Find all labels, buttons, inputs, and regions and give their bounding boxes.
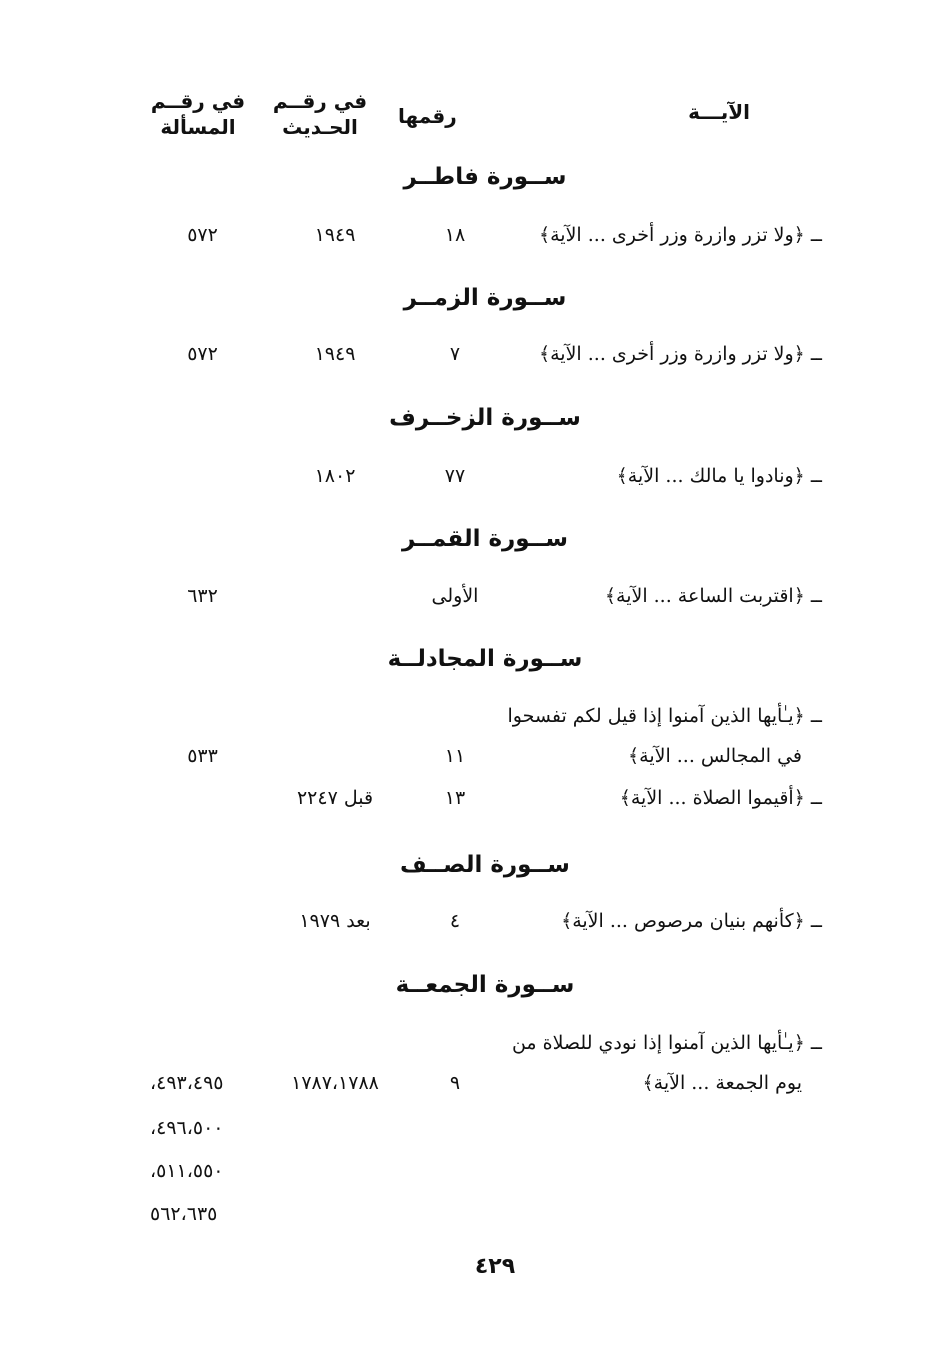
hadith-number: ١٧٨٧،١٧٨٨ xyxy=(291,1072,379,1094)
ayah-number: ٩ xyxy=(449,1072,461,1094)
verse-text-continuation: يوم الجمعة ... الآية﴾ xyxy=(642,1072,802,1094)
hadith-number: بعد ١٩٧٩ xyxy=(299,910,371,932)
masala-number: ٥٧٢ xyxy=(187,224,218,246)
ayah-number: ١٣ xyxy=(444,787,466,809)
header-hadith-line2: الحـديث xyxy=(282,115,358,139)
header-ayah: الآيـــة xyxy=(688,100,750,124)
hadith-number: ١٩٤٩ xyxy=(314,343,356,365)
surah-title-mujadila: ســورة المجادلــة xyxy=(387,646,583,672)
header-hadith-line1: في رقــم xyxy=(272,89,368,113)
verse-text: ــ ﴿ولا تزر وازرة وزر أخرى ... الآية﴾ xyxy=(538,343,822,365)
header-ayah-number: رقمها xyxy=(398,104,457,128)
hadith-number: قبل ٢٢٤٧ xyxy=(296,787,374,809)
header-masala-line2: المسألة xyxy=(160,115,236,139)
surah-title-qamar: ســورة القمــر xyxy=(401,526,569,552)
verse-text: ــ ﴿ولا تزر وازرة وزر أخرى ... الآية﴾ xyxy=(538,224,822,246)
ayah-number: ٧ xyxy=(449,343,461,365)
verse-text: ــ ﴿ونادوا يا مالك ... الآية﴾ xyxy=(616,465,822,487)
header-masala-line1: في رقــم xyxy=(150,89,246,113)
verse-text: ــ ﴿اقتربت الساعة ... الآية﴾ xyxy=(604,585,822,607)
ayah-number: ١١ xyxy=(444,745,466,767)
masala-number: ٦٣٢ xyxy=(187,585,218,607)
ayah-number: ١٨ xyxy=(444,224,466,246)
ayah-number: الأولى xyxy=(431,585,479,607)
surah-title-saff: ســورة الصــف xyxy=(400,852,570,878)
masala-number: ٥١١،٥٥٠، xyxy=(150,1160,224,1182)
surah-title-zukhruf: ســورة الزخــرف xyxy=(389,405,581,431)
verse-text: ــ ﴿يـٰأيها الذين آمنوا إذا نودي للصلاة من xyxy=(511,1032,822,1054)
hadith-number: ١٩٤٩ xyxy=(314,224,356,246)
surah-title-jumua: ســورة الجمعــة xyxy=(395,972,575,998)
verse-text: ــ ﴿يـٰأيها الذين آمنوا إذا قيل لكم تفسحوا xyxy=(507,705,822,727)
verse-text: ــ ﴿أقيموا الصلاة ... الآية﴾ xyxy=(619,787,822,809)
masala-number: ٥٦٢،٦٣٥ xyxy=(150,1203,218,1225)
verse-text: ــ ﴿كأنهم بنيان مرصوص ... الآية﴾ xyxy=(561,910,822,932)
verse-text-continuation: في المجالس ... الآية﴾ xyxy=(628,745,802,767)
header-hadith-number xyxy=(270,88,370,140)
masala-number: ٤٩٦،٥٠٠، xyxy=(150,1117,224,1139)
surah-title-zumar: ســورة الزمــر xyxy=(403,285,567,311)
ayah-number: ٤ xyxy=(449,910,461,932)
header-masala-number xyxy=(148,88,248,140)
ayah-number: ٧٧ xyxy=(444,465,466,487)
masala-number: ٥٣٣ xyxy=(187,745,218,767)
page-number: ٤٢٩ xyxy=(474,1254,516,1279)
surah-title-fatir: ســورة فاطــر xyxy=(403,164,567,190)
masala-number: ٤٩٣،٤٩٥، xyxy=(150,1072,224,1094)
hadith-number: ١٨٠٢ xyxy=(314,465,356,487)
masala-number: ٥٧٢ xyxy=(187,343,218,365)
